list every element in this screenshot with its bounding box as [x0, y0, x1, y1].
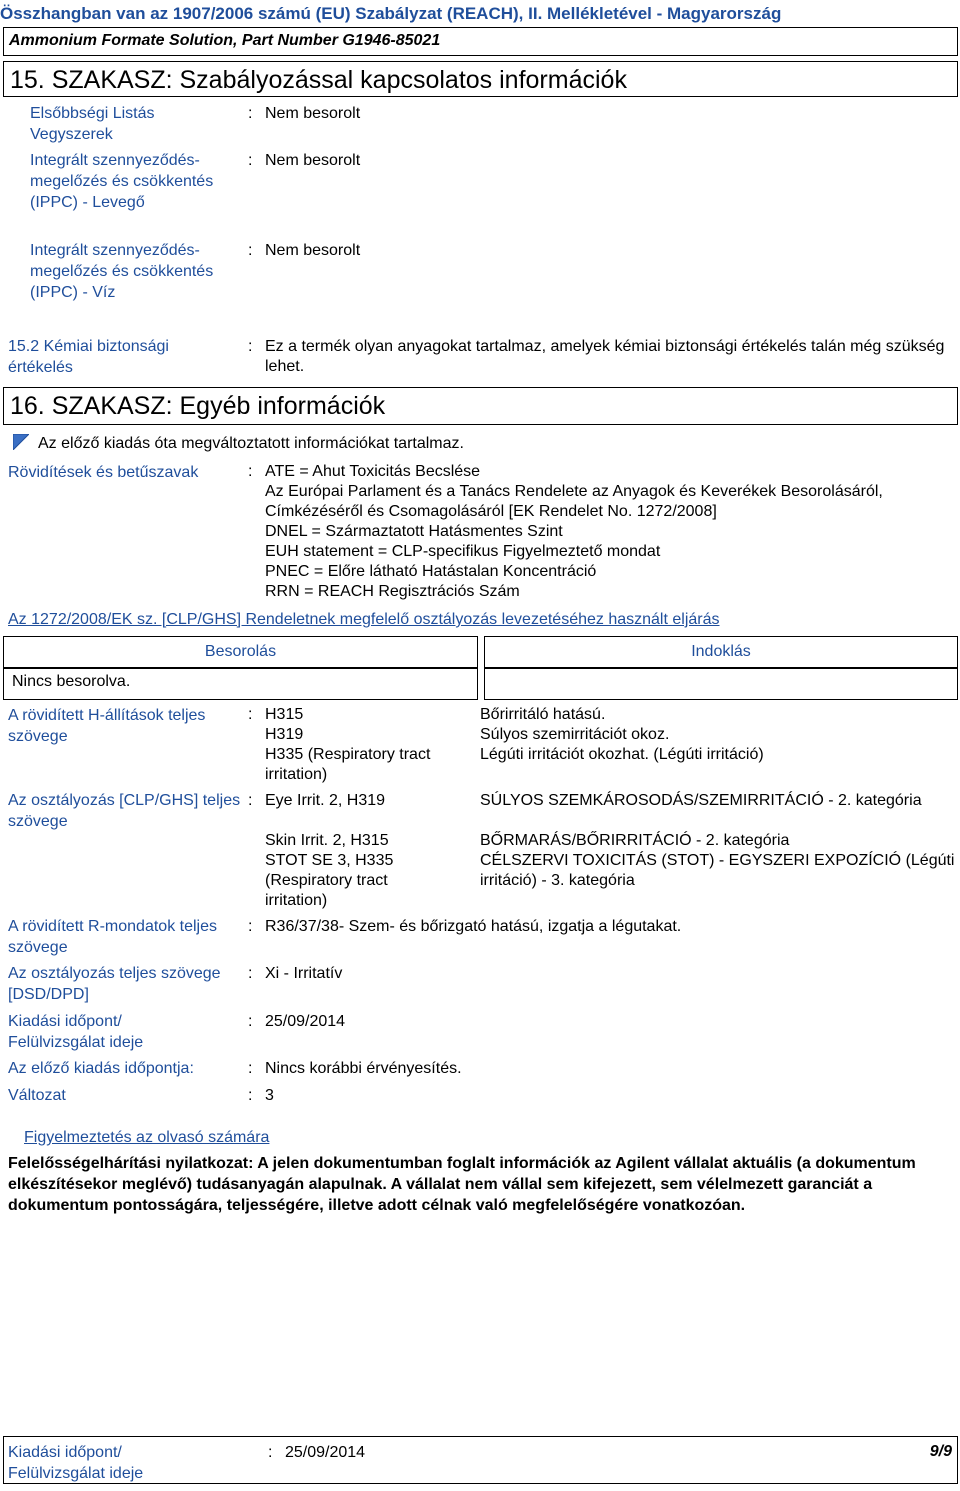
r-phrases-value: R36/37/38- Szem- és bőrizgató hatású, izgatja a légutakat. [265, 918, 682, 935]
colon: : [248, 706, 253, 723]
regulation-header: Összhangban van az 1907/2006 számú (EU) Szabályzat (REACH), II. Mellékletével - Magyarország [0, 4, 782, 23]
notice-title: Figyelmeztetés az olvasó számára [24, 1129, 270, 1146]
table-header-justification: Indoklás [484, 636, 958, 668]
h-text: Bőrirritáló hatású. [480, 706, 606, 723]
clp-code: Eye Irrit. 2, H319 [265, 792, 386, 809]
abbrev-line: DNEL = Származtatott Hatásmentes Szint [265, 523, 563, 540]
clp-code: STOT SE 3, H335 (Respiratory tract irritation) [265, 852, 394, 909]
colon: : [248, 463, 253, 480]
colon: : [248, 152, 253, 169]
abbrev-line: ATE = Ahut Toxicitás Becslése [265, 463, 481, 480]
colon: : [248, 965, 253, 982]
colon: : [248, 792, 253, 809]
clp-text: CÉLSZERVI TOXICITÁS (STOT) - EGYSZERI EXPOZÍCIÓ (Légúti irritáció) - 3. kategória [480, 852, 955, 889]
csa-value: Ez a termék olyan anyagokat tartalmaz, amelyek kémiai biztonsági értékelés talán még szükség lehet. [265, 338, 945, 375]
clp-code: Skin Irrit. 2, H315 [265, 832, 389, 849]
h-statements-label: A rövidített H-állítások teljes szövege [8, 707, 206, 745]
colon: : [248, 1013, 253, 1030]
abbrev-line: Az Európai Parlament és a Tanács Rendelete az Anyagok és Keverékek Besorolásáról, Címkézéséről és Csomagolásáról [EK Rendelet No. 1272/2008] [265, 483, 883, 520]
abbrev-line: PNEC = Előre látható Hatástalan Koncentráció [265, 563, 597, 580]
colon: : [248, 918, 253, 935]
footer-date-label: Kiadási időpont/ Felülvizsgálat ideje [8, 1444, 144, 1482]
abbreviations-list [265, 462, 955, 602]
colon: : [248, 1087, 253, 1104]
clp-text: BŐRMARÁS/BŐRIRRITÁCIÓ - 2. kategória [480, 832, 790, 849]
ippc-air-label: Integrált szennyeződés-megelőzés és csökkentés (IPPC) - Levegő [30, 152, 214, 211]
ippc-water-label: Integrált szennyeződés-megelőzés és csökkentés (IPPC) - Víz [30, 242, 214, 301]
colon: : [248, 105, 253, 122]
h-code: H335 (Respiratory tract irritation) [265, 746, 431, 783]
classification-table [3, 636, 958, 700]
change-flag-icon [13, 434, 29, 450]
abbrev-line: EUH statement = CLP-specifikus Figyelmeztető mondat [265, 543, 661, 560]
changed-note: Az előző kiadás óta megváltoztatott információkat tartalmaz. [38, 435, 464, 452]
clp-text: SÚLYOS SZEMKÁROSODÁS/SZEMIRRITÁCIÓ - 2. kategória [480, 792, 922, 809]
csa-label: 15.2 Kémiai biztonsági értékelés [8, 338, 169, 376]
h-code: H319 [265, 726, 304, 743]
h-text: Súlyos szemirritációt okoz. [480, 726, 670, 743]
section-15-title: 15. SZAKASZ: Szabályozással kapcsolatos információk [3, 61, 958, 97]
procedure-title: Az 1272/2008/EK sz. [CLP/GHS] Rendeletnek megfelelő osztályozás levezetéséhez használt eljárás [8, 611, 720, 628]
table-header-classification: Besorolás [3, 636, 478, 668]
previous-issue-label: Az előző kiadás időpontja: [8, 1060, 194, 1077]
abbreviations-label: Rövidítések és betűszavak [8, 464, 199, 481]
dsd-label: Az osztályozás teljes szövege [DSD/DPD] [8, 965, 221, 1003]
r-phrases-label: A rövidített R-mondatok teljes szövege [8, 918, 217, 956]
page-number: 9/9 [929, 1443, 952, 1460]
colon: : [248, 338, 253, 355]
priority-list-value: Nem besorolt [265, 105, 361, 122]
h-texts [480, 705, 950, 765]
dsd-value: Xi - Irritatív [265, 965, 343, 982]
previous-issue-value: Nincs korábbi érvényesítés. [265, 1060, 462, 1077]
ippc-air-value: Nem besorolt [265, 152, 361, 169]
colon: : [248, 242, 253, 259]
version-label: Változat [8, 1087, 66, 1104]
notice-text: Felelősségelhárítási nyilatkozat: A jelen dokumentumban foglalt információk az Agilent vállalat aktuális (a dokumentum elkészítésekor meglévő) tudásanyagán alapulnak. A vállalat nem vállal sem kifejezett, sem vélelmezett garanciát a dokumentum pontosságára, teljességére, illetve adott célnak való megfelelőségére vonatkozóan. [8, 1155, 916, 1214]
priority-list-label: Elsőbbségi Listás Vegyszerek [30, 105, 155, 143]
h-code: H315 [265, 706, 304, 723]
table-cell-justification [484, 668, 958, 700]
product-header: Ammonium Formate Solution, Part Number G1946-85021 [3, 27, 958, 56]
abbrev-line: RRN = REACH Regisztrációs Szám [265, 583, 520, 600]
footer-date-value: 25/09/2014 [285, 1444, 366, 1461]
clp-label: Az osztályozás [CLP/GHS] teljes szövege [8, 792, 241, 830]
ippc-water-value: Nem besorolt [265, 242, 361, 259]
table-cell-classification: Nincs besorolva. [3, 668, 478, 700]
version-value: 3 [265, 1087, 274, 1104]
colon: : [268, 1444, 273, 1461]
issue-date-label: Kiadási időpont/ Felülvizsgálat ideje [8, 1013, 144, 1051]
colon: : [248, 1060, 253, 1077]
issue-date-value: 25/09/2014 [265, 1013, 346, 1030]
section-16-title: 16. SZAKASZ: Egyéb információk [3, 387, 958, 425]
h-text: Légúti irritációt okozhat. (Légúti irritáció) [480, 746, 764, 763]
h-codes [265, 705, 465, 785]
